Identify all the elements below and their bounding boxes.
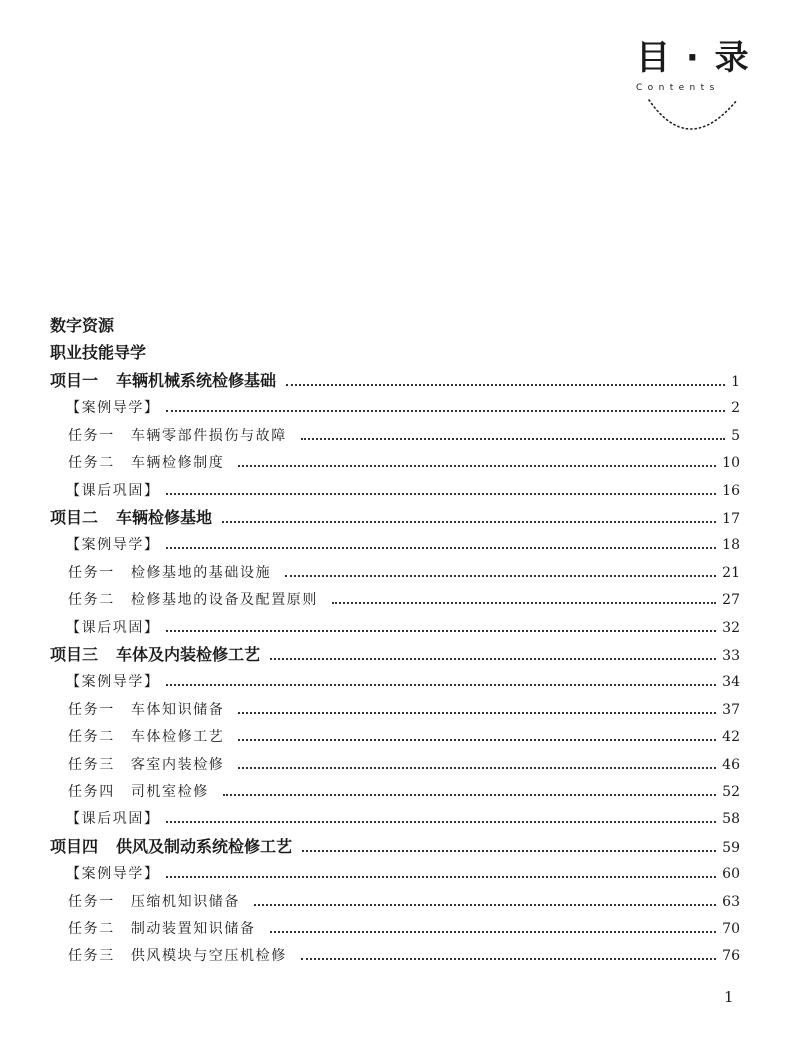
- toc-entry-page: 42: [722, 729, 740, 745]
- toc-entry-title: 车体及内装检修工艺: [116, 645, 261, 664]
- toc-entry-page: 33: [722, 648, 740, 664]
- toc-entry-label: 项目一: [50, 371, 99, 390]
- toc-entry-title: 客室内装检修: [130, 757, 225, 773]
- toc-entry-title: 【课后巩固】: [66, 620, 160, 636]
- toc-entry-sub[interactable]: [66, 481, 740, 501]
- toc-entry-task[interactable]: [68, 563, 740, 583]
- toc-entry-page: 70: [722, 921, 740, 937]
- toc-entry-title: 车体检修工艺: [130, 729, 225, 745]
- toc-entry-page: 46: [722, 757, 740, 773]
- toc-entry-sub[interactable]: [66, 809, 740, 829]
- toc-entry-page: 59: [722, 840, 740, 856]
- toc-entry-sub[interactable]: [66, 864, 740, 884]
- toc-entry-label: 任务一: [68, 894, 115, 910]
- page-title: 目 · 录: [636, 38, 751, 78]
- toc-entry-page: 76: [722, 948, 740, 964]
- toc-entry-page: 17: [722, 511, 740, 527]
- toc-entry-task[interactable]: [68, 727, 740, 747]
- toc-entry-sub[interactable]: [66, 398, 740, 418]
- toc-entry-label: 任务一: [68, 702, 115, 718]
- toc-entry-label: 任务四: [68, 784, 115, 800]
- toc-entry-label: 项目四: [50, 837, 99, 856]
- toc-entry-page: 52: [722, 784, 740, 800]
- toc-entry-page: 27: [722, 592, 740, 608]
- dot-leader: [166, 821, 717, 823]
- toc-entry-label: 任务二: [68, 592, 115, 608]
- toc-entry-project[interactable]: [50, 645, 740, 666]
- toc-entry-label: 任务二: [68, 921, 115, 937]
- toc-entry-title: 车辆检修制度: [130, 455, 225, 471]
- dot-leader: [238, 767, 716, 769]
- page-subtitle: Contents: [636, 83, 720, 93]
- toc-entry-title: 检修基地的设备及配置原则: [130, 592, 319, 608]
- dot-leader: [332, 602, 716, 604]
- toc-entry-label: 任务三: [68, 757, 115, 773]
- toc-entry-title: 车辆零部件损伤与故障: [130, 428, 287, 444]
- toc-entry-page: 18: [722, 537, 740, 553]
- toc-entry-label: 任务二: [68, 729, 115, 745]
- dot-leader: [301, 958, 716, 960]
- toc-entry-title: 司机室检修: [130, 784, 209, 800]
- toc-entry-title: 车体知识储备: [130, 702, 225, 718]
- dot-leader: [238, 465, 716, 467]
- toc-entry-page: 16: [722, 483, 740, 499]
- dot-leader: [301, 438, 725, 440]
- toc-entry-title: 【课后巩固】: [66, 483, 160, 499]
- toc-entry-title: 【课后巩固】: [66, 811, 160, 827]
- dot-leader: [166, 493, 717, 495]
- dot-leader: [222, 521, 716, 523]
- toc-entry-page: 63: [722, 894, 740, 910]
- toc-entry-sub[interactable]: [66, 672, 740, 692]
- toc-entry-page: 32: [722, 620, 740, 636]
- toc-entry-label: 任务三: [68, 948, 115, 964]
- dot-leader: [254, 904, 716, 906]
- toc-entry-page: 34: [722, 674, 740, 690]
- toc-entry-task[interactable]: [68, 590, 740, 610]
- toc-entry-page: 10: [722, 455, 740, 471]
- toc-entry-title: 【案例导学】: [66, 866, 160, 882]
- dot-leader: [238, 739, 716, 741]
- toc-entry-page: 1: [731, 374, 740, 390]
- dot-leader: [166, 630, 717, 632]
- toc-entry-label: 项目二: [50, 508, 99, 527]
- toc-entry-project[interactable]: [50, 508, 740, 529]
- toc-entry-project[interactable]: [50, 837, 740, 858]
- page-number: 1: [724, 988, 734, 1006]
- dot-leader: [286, 384, 725, 386]
- dot-leader: [238, 712, 716, 714]
- toc-entry-task[interactable]: [68, 755, 740, 775]
- toc-entry-title: 制动装置知识储备: [130, 921, 256, 937]
- toc-entry-label: 任务二: [68, 455, 115, 471]
- dot-leader: [223, 794, 716, 796]
- dot-leader: [270, 931, 717, 933]
- toc-entry-task[interactable]: [68, 782, 740, 802]
- dot-leader: [285, 575, 716, 577]
- toc-entry-label: 任务一: [68, 428, 115, 444]
- dot-leader: [270, 658, 716, 660]
- toc-entry-project[interactable]: [50, 371, 740, 392]
- toc-entry-title: 车辆机械系统检修基础: [116, 371, 277, 390]
- toc-entry-label: 项目三: [50, 645, 99, 664]
- toc-digital-resources[interactable]: 数字资源: [50, 316, 115, 335]
- toc-entry-title: 供风模块与空压机检修: [130, 948, 287, 964]
- toc-entry-title: 供风及制动系统检修工艺: [116, 837, 293, 856]
- dot-leader: [166, 547, 717, 549]
- toc-entry-task[interactable]: [68, 426, 740, 446]
- toc-entry-page: 5: [731, 428, 740, 444]
- toc-entry-sub[interactable]: [66, 618, 740, 638]
- toc-entry-sub[interactable]: [66, 535, 740, 555]
- toc-entry-page: 2: [731, 400, 740, 416]
- toc-entry-page: 37: [722, 702, 740, 718]
- toc-entry-title: 【案例导学】: [66, 400, 160, 416]
- toc-entry-title: 检修基地的基础设施: [130, 565, 272, 581]
- dot-leader: [166, 876, 717, 878]
- toc-entry-page: 58: [722, 811, 740, 827]
- toc-entry-task[interactable]: [68, 453, 740, 473]
- toc-entry-task[interactable]: [68, 946, 740, 966]
- toc-skills-guide[interactable]: 职业技能导学: [50, 343, 147, 362]
- toc-entry-label: 任务一: [68, 565, 115, 581]
- toc-entry-page: 60: [722, 866, 740, 882]
- toc-entry-title: 压缩机知识储备: [130, 894, 241, 910]
- toc-entry-task[interactable]: [68, 700, 740, 720]
- toc-entry-task[interactable]: [68, 892, 740, 912]
- toc-entry-title: 【案例导学】: [66, 674, 160, 690]
- toc-entry-page: 21: [722, 565, 740, 581]
- dot-leader: [302, 850, 716, 852]
- dot-leader: [166, 410, 725, 412]
- dot-leader: [166, 684, 717, 686]
- toc-entry-title: 【案例导学】: [66, 537, 160, 553]
- toc-entry-task[interactable]: [68, 919, 740, 939]
- toc-entry-title: 车辆检修基地: [116, 508, 213, 527]
